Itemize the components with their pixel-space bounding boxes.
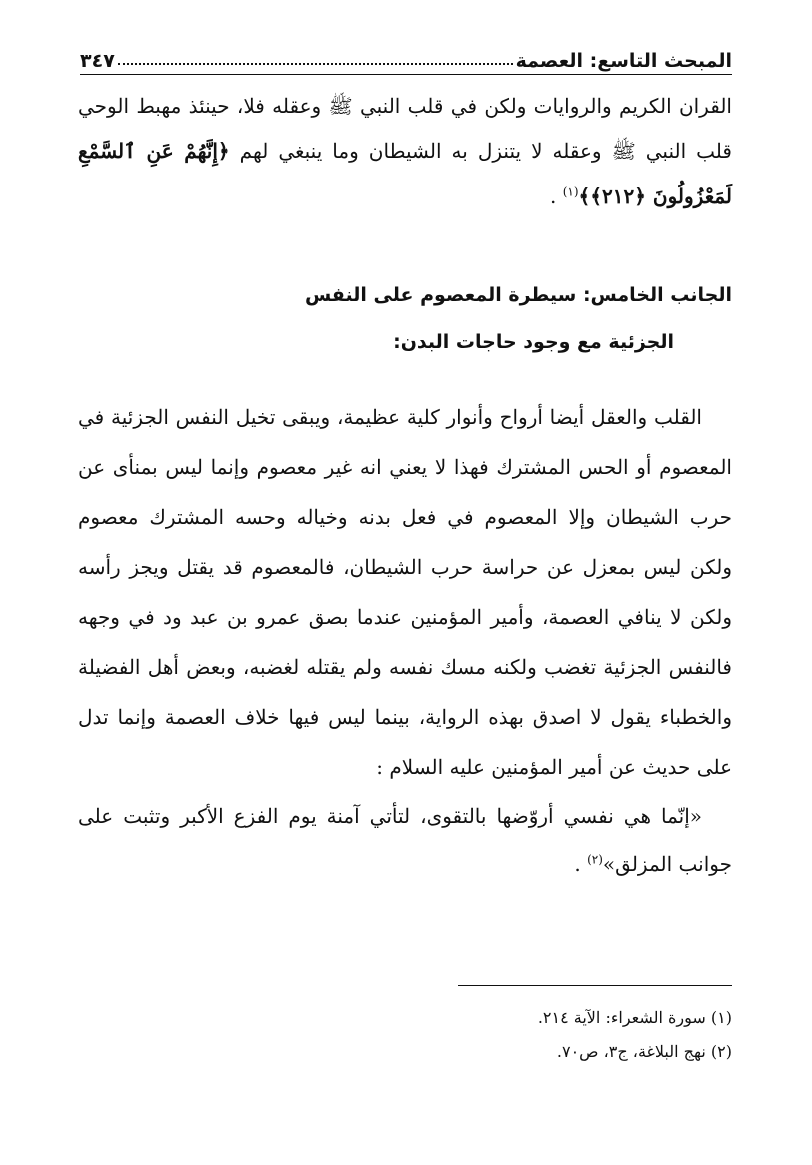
page-number: ٣٤٧ [80,50,115,72]
chapter-title: المبحث التاسع: العصمة [515,50,732,72]
intro-text: القران الكريم والروايات ولكن في قلب النبي ﷺ وعقله فلا، حينئذ مهبط الوحي قلب النبي ﷺ وعقله لا يتنزل به الشيطان وما ينبغي لهم [78,94,732,163]
quran-verse: ﴿إِنَّهُمْ عَنِ ٱلسَّمْعِ لَمَعْزُولُونَ ﴿٢١٢﴾﴾ [78,139,732,208]
footnote-ref-2[interactable]: (٢) [587,852,603,867]
section-heading-line1: الجانب الخامس: سيطرة المعصوم على النفس [304,284,732,306]
quote-text: «إنّما هي نفسي أروّضها بالتقوى، لتأتي آمنة يوم الفزع الأكبر وتثبت على جوانب المزلق» [78,804,732,876]
section-heading-line2: الجزئية مع وجود حاجات البدن: [393,331,674,353]
running-header [80,36,732,72]
footnote-2: (٢) نهج البلاغة، ج٣، ص٧٠. [556,1042,732,1061]
quote-end: . [574,852,588,876]
header-rule [80,74,732,75]
quote-paragraph [78,792,732,888]
intro-end: . [549,184,563,208]
footnote-ref-1[interactable]: (١) [562,184,579,199]
footnote-rule [458,985,732,986]
footnote-1: (١) سورة الشعراء: الآية ٢١٤. [537,1008,732,1027]
header-dot-leader [118,63,513,65]
intro-paragraph [78,84,732,219]
body-paragraph: القلب والعقل أيضا أرواح وأنوار كلية عظيمة، ويبقى تخيل النفس الجزئية في المعصوم أو الحس المشترك فهذا لا يعني انه غير معصوم وإنما ليس بمنأى عن حرب الشيطان وإلا المعصوم في فعل بدنه وخياله وحسه المشترك معصوم ولكن ليس بمعزل عن حراسة حرب الشيطان، فالمعصوم قد يقتل ويجز رأسه ولكن لا ينافي العصمة، وأمير المؤمنين عندما بصق عمرو بن عبد ود في وجهه فالنفس الجزئية تغضب ولكنه مسك نفسه ولم يقتله لغضبه، وبعض أهل الفضيلة والخطباء يقول لا اصدق بهذه الرواية، بينما ليس فيها خلاف العصمة وإنما تدل على حديث عن أمير المؤمنين عليه السلام : [78,405,732,779]
